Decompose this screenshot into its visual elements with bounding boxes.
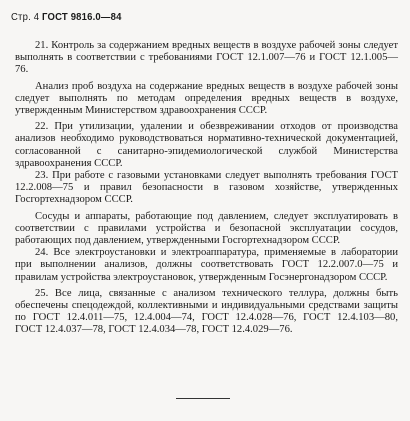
paragraph-21: 21. Контроль за содержанием вредных веществ в воздухе рабочей зоны следует выполнять в соответствии с требованиями ГОСТ 12.1.007—76 и ГОСТ 12.1.005—76. <box>15 40 398 76</box>
page-header <box>11 12 122 23</box>
end-divider <box>176 398 230 399</box>
paragraph-25: 25. Все лица, связанные с анализом технического теллура, должны быть обеспечены спецодеждой, коллективными и индивидуальными средствами защиты по ГОСТ 12.4.011—75, 12.4.004—74, ГОСТ 12.4.028—76, ГОСТ 12.4.103—80, ГОСТ 12.4.037—78, ГОСТ 12.4.034—78, ГОСТ 12.4.029—76. <box>15 287 398 336</box>
page-number-label: Стр. 4 <box>11 12 40 23</box>
standard-code: ГОСТ 9816.0—84 <box>42 12 122 23</box>
paragraph-pressure-vessels: Сосуды и аппараты, работающие под давлением, следует эксплуатировать в соответствии с правилами устройства и безопасной эксплуатации сосудов, работающих под давлением, утвержденными Госгортехнадзором СССР. <box>15 210 398 247</box>
paragraph-air-analysis: Анализ проб воздуха на содержание вредных веществ в воздухе рабочей зоны следует выполнять по методам определения вредных веществ в воздухе, утвержденным Министерством здравоохранения СССР. <box>15 80 398 117</box>
document-body <box>15 40 398 341</box>
paragraph-24: 24. Все электроустановки и электроаппаратура, применяемые в лаборатории при выполнении анализов, должны соответствовать ГОСТ 12.2.007.0—75 и правилам устройства электроустановок, утвержденным Госэнергонадзором СССР. <box>15 247 398 283</box>
paragraph-23: 23. При работе с газовыми установками следует выполнять требования ГОСТ 12.2.008—75 и правил безопасности в газовом хозяйстве, утвержденных Госгортехнадзором СССР. <box>15 170 398 206</box>
paragraph-22: 22. При утилизации, удалении и обезвреживании отходов от производства анализов необходимо руководствоваться нормативно-технической документацией, согласованной с санитарно-эпидемиологической службой Министерства здравоохранения СССР. <box>15 121 398 169</box>
